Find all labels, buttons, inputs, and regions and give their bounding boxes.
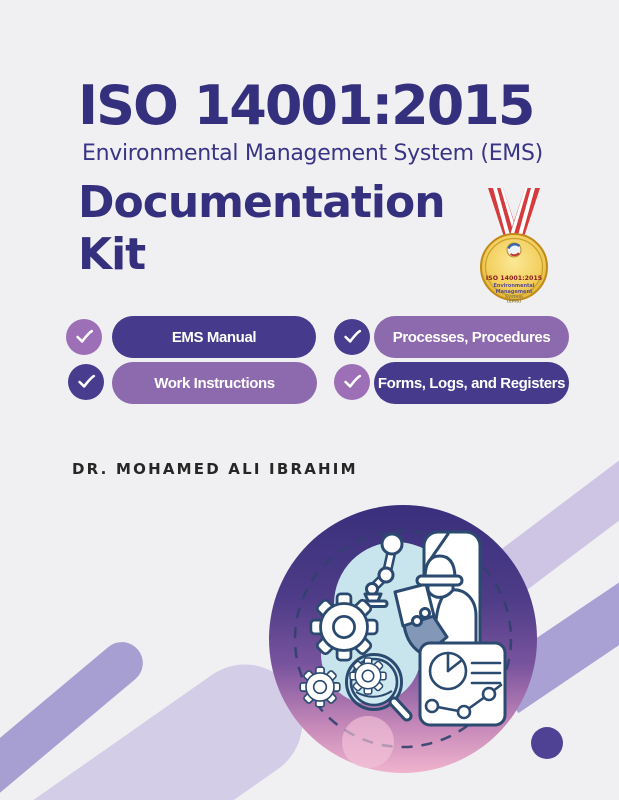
page-subtitle: Environmental Management System (EMS) — [82, 141, 543, 166]
heading-line-1: Documentation — [78, 177, 445, 228]
feature-pill-forms-logs-registers — [374, 362, 569, 404]
small-gear-icon — [300, 667, 340, 707]
check-icon — [334, 364, 370, 400]
feature-label: EMS Manual — [171, 328, 257, 346]
globe-icon — [507, 243, 521, 257]
feature-pill-processes-procedures — [374, 316, 569, 358]
medal-title: ISO 14001:2015 — [485, 275, 543, 282]
medal-text-4: (EMS) — [506, 299, 522, 304]
medal-text-2: Management — [495, 289, 533, 295]
medal-text-1: Environmental — [493, 283, 535, 289]
industrial-process-illustration — [268, 504, 538, 774]
feature-label: Forms, Logs, and Registers — [377, 374, 566, 392]
medal-icon — [476, 186, 552, 304]
page-heading — [78, 177, 445, 281]
chart-card-icon — [420, 643, 505, 725]
feature-label: Processes, Procedures — [392, 328, 551, 346]
medal-text-3: System — [505, 295, 523, 300]
hard-hat-icon — [425, 556, 455, 576]
accent-dot — [531, 727, 563, 759]
heading-line-2: Kit — [78, 229, 146, 280]
check-icon — [68, 364, 104, 400]
check-icon — [334, 319, 370, 355]
page-title: ISO 14001:2015 — [78, 74, 534, 137]
author-name: DR. MOHAMED ALI IBRAHIM — [72, 460, 358, 478]
feature-pill-work-instructions — [112, 362, 317, 404]
gear-icon — [311, 594, 377, 660]
feature-pill-ems-manual — [112, 316, 316, 358]
feature-label: Work Instructions — [154, 374, 275, 392]
check-icon — [66, 319, 102, 355]
